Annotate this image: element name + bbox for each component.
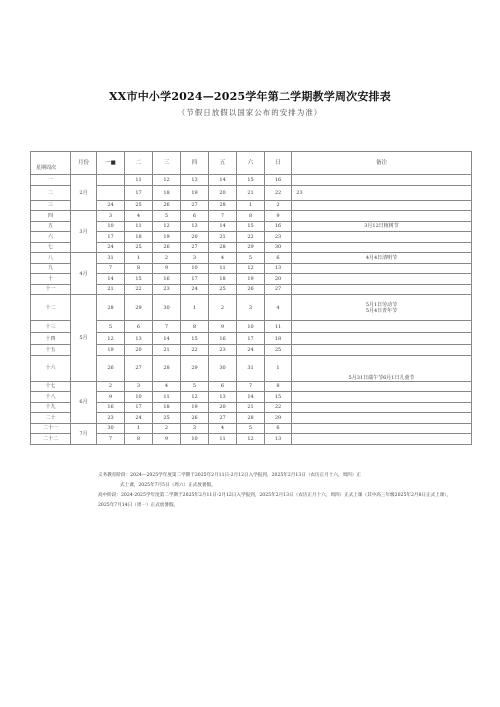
schedule-table xyxy=(30,151,472,445)
week-cell: 十四 xyxy=(31,333,71,345)
day-cell: 8 xyxy=(265,381,292,392)
day-cell: 27 xyxy=(209,413,237,424)
day-cell: 8 xyxy=(181,321,209,333)
day-cell: 9 xyxy=(97,392,125,403)
weekday-header-wed: 三 xyxy=(153,152,181,175)
weekday-header-sun: 日 xyxy=(265,152,292,175)
day-cell: 1 xyxy=(125,253,153,264)
day-cell: 11 xyxy=(209,263,237,274)
weekday-header-sat: 六 xyxy=(237,152,265,175)
day-cell: 7 xyxy=(153,321,181,333)
note-cell xyxy=(292,434,472,445)
table-row xyxy=(31,175,472,186)
note-line: 5月4日青年节 xyxy=(365,307,398,314)
day-cell: 14 xyxy=(209,175,237,186)
table-row xyxy=(31,295,472,321)
footnote-compulsory-cont: 式上课，2025年7月5日（周六）正式放暑假。 xyxy=(120,483,216,488)
day-cell: 24 xyxy=(125,413,153,424)
note-cell xyxy=(292,402,472,413)
month-header: 月份 xyxy=(71,152,97,175)
note-cell xyxy=(292,211,472,222)
day-cell: 31 xyxy=(237,355,265,381)
day-cell: 29 xyxy=(125,295,153,321)
week-cell: 十八 xyxy=(31,392,71,403)
day-cell: 12 xyxy=(97,333,125,345)
day-cell: 24 xyxy=(237,345,265,356)
day-cell: 6 xyxy=(209,381,237,392)
day-cell: 2 xyxy=(97,381,125,392)
day-cell: 25 xyxy=(153,413,181,424)
day-cell: 16 xyxy=(265,221,292,232)
day-cell: 18 xyxy=(265,333,292,345)
day-cell: 1 xyxy=(125,423,153,434)
day-cell: 8 xyxy=(237,211,265,222)
day-cell: 20 xyxy=(265,274,292,285)
day-cell: 18 xyxy=(153,402,181,413)
note-cell xyxy=(292,284,472,295)
day-cell: 12 xyxy=(237,263,265,274)
day-cell: 23 xyxy=(265,232,292,243)
day-cell: 26 xyxy=(97,355,125,381)
day-cell: 7 xyxy=(97,434,125,445)
day-cell: 21 xyxy=(97,284,125,295)
day-cell: 16 xyxy=(153,274,181,285)
table-row xyxy=(31,211,472,222)
day-cell: 24 xyxy=(97,242,125,253)
week-cell: 四 xyxy=(31,211,71,222)
day-cell: 5 xyxy=(153,211,181,222)
day-cell: 6 xyxy=(125,321,153,333)
day-cell: 12 xyxy=(153,175,181,186)
week-cell: 二十二 xyxy=(31,434,71,445)
day-cell: 5 xyxy=(97,321,125,333)
day-cell: 23 xyxy=(153,284,181,295)
day-cell: 27 xyxy=(181,242,209,253)
day-cell: 3 xyxy=(97,211,125,222)
day-cell: 28 xyxy=(97,295,125,321)
day-cell: 5 xyxy=(237,423,265,434)
page-title: XX市中小学2024—2025学年第二学期教学周次安排表 xyxy=(109,90,391,103)
day-cell: 14 xyxy=(97,274,125,285)
day-cell: 21 xyxy=(209,232,237,243)
note-cell xyxy=(292,345,472,356)
note-cell xyxy=(292,381,472,392)
day-cell: 30 xyxy=(153,295,181,321)
day-cell: 15 xyxy=(265,392,292,403)
note-cell xyxy=(292,185,472,200)
table-row xyxy=(31,284,472,295)
note-cell xyxy=(292,392,472,403)
week-cell: 六 xyxy=(31,232,71,243)
day-cell: 28 xyxy=(209,200,237,211)
day-cell: 30 xyxy=(265,242,292,253)
table-row xyxy=(31,274,472,285)
stray-day-text: 23 xyxy=(296,189,303,196)
day-cell: 9 xyxy=(209,321,237,333)
day-cell: 20 xyxy=(181,232,209,243)
day-cell: 27 xyxy=(125,355,153,381)
day-cell: 21 xyxy=(153,345,181,356)
week-cell: 十六 xyxy=(31,355,71,381)
table-row xyxy=(31,392,472,403)
day-cell: 3 xyxy=(181,253,209,264)
day-cell: 2 xyxy=(265,200,292,211)
day-cell: 21 xyxy=(237,402,265,413)
note-cell: 3月12日植树节 xyxy=(292,221,472,232)
day-cell: 22 xyxy=(265,402,292,413)
day-cell: 5 xyxy=(237,253,265,264)
table-row xyxy=(31,242,472,253)
day-cell: 17 xyxy=(125,185,153,200)
day-cell: 9 xyxy=(153,263,181,274)
day-cell: 20 xyxy=(209,402,237,413)
note-cell xyxy=(292,423,472,434)
day-cell: 4 xyxy=(265,295,292,321)
day-cell: 1 xyxy=(265,355,292,381)
day-cell: 6 xyxy=(181,211,209,222)
table-row xyxy=(31,185,472,200)
day-cell: 19 xyxy=(181,402,209,413)
day-cell: 19 xyxy=(181,185,209,200)
note-cell xyxy=(292,242,472,253)
day-cell: 26 xyxy=(237,284,265,295)
day-cell: 25 xyxy=(265,345,292,356)
day-cell: 18 xyxy=(209,274,237,285)
table-row xyxy=(31,381,472,392)
note-cell: 5月31日端午节6月1日儿童节 xyxy=(292,355,472,381)
table-row xyxy=(31,200,472,211)
day-cell: 12 xyxy=(237,434,265,445)
week-cell: 五 xyxy=(31,221,71,232)
day-cell: 12 xyxy=(153,221,181,232)
day-cell: 13 xyxy=(181,175,209,186)
day-cell: 7 xyxy=(209,211,237,222)
day-cell: 5 xyxy=(181,381,209,392)
day-cell: 10 xyxy=(237,321,265,333)
day-cell: 24 xyxy=(181,284,209,295)
day-cell: 31 xyxy=(97,253,125,264)
day-cell: 2 xyxy=(153,253,181,264)
day-cell: 6 xyxy=(265,253,292,264)
day-cell: 4 xyxy=(153,381,181,392)
note-cell xyxy=(292,263,472,274)
day-cell: 15 xyxy=(237,175,265,186)
week-header-label: 星期周次 xyxy=(36,165,57,171)
day-cell: 1 xyxy=(181,295,209,321)
day-cell: 4 xyxy=(125,211,153,222)
day-cell: 13 xyxy=(265,434,292,445)
note-cell: 4月4日清明节 xyxy=(292,253,472,264)
table-row xyxy=(31,355,472,381)
week-cell: 九 xyxy=(31,263,71,274)
note-cell xyxy=(292,321,472,333)
day-cell: 28 xyxy=(209,242,237,253)
week-cell: 十 xyxy=(31,274,71,285)
table-row xyxy=(31,253,472,264)
day-cell: 3 xyxy=(125,381,153,392)
table-row xyxy=(31,413,472,424)
day-cell: 3 xyxy=(181,423,209,434)
day-cell xyxy=(97,185,125,200)
table-row xyxy=(31,402,472,413)
day-cell: 17 xyxy=(181,274,209,285)
table-row xyxy=(31,423,472,434)
week-cell: 七 xyxy=(31,242,71,253)
week-cell: 三 xyxy=(31,200,71,211)
day-cell: 21 xyxy=(237,185,265,200)
day-cell: 29 xyxy=(237,242,265,253)
day-cell: 8 xyxy=(125,434,153,445)
day-cell: 16 xyxy=(97,402,125,413)
day-cell: 15 xyxy=(237,221,265,232)
note-cell xyxy=(292,274,472,285)
note-header: 备注 xyxy=(292,152,472,175)
day-cell: 25 xyxy=(125,200,153,211)
day-cell: 23 xyxy=(209,345,237,356)
note-line: 5月1日劳动节 xyxy=(365,301,398,308)
week-cell: 八 xyxy=(31,253,71,264)
week-header-cell xyxy=(31,152,71,175)
day-cell: 16 xyxy=(265,175,292,186)
day-cell: 17 xyxy=(125,402,153,413)
day-cell: 12 xyxy=(181,392,209,403)
note-cell xyxy=(292,413,472,424)
footnote-compulsory: 义务教育阶段：2024—2025学年度第二学期于2025年2月11日-2月12日入学报到，2025年2月13日（农历正月十六，周四）正 xyxy=(98,473,361,478)
day-cell: 26 xyxy=(153,200,181,211)
day-cell: 15 xyxy=(125,274,153,285)
day-cell: 3 xyxy=(237,295,265,321)
footnotes xyxy=(98,471,458,511)
day-cell: 17 xyxy=(237,333,265,345)
day-cell: 16 xyxy=(209,333,237,345)
week-cell: 十七 xyxy=(31,381,71,392)
day-cell: 27 xyxy=(181,200,209,211)
day-cell: 25 xyxy=(125,242,153,253)
week-cell: 十二 xyxy=(31,295,71,321)
month-cell: 4月 xyxy=(71,253,97,295)
day-cell: 10 xyxy=(125,392,153,403)
day-cell: 2 xyxy=(209,295,237,321)
week-cell: 十一 xyxy=(31,284,71,295)
day-cell: 28 xyxy=(153,355,181,381)
day-cell: 30 xyxy=(97,423,125,434)
day-cell: 10 xyxy=(181,263,209,274)
day-cell: 13 xyxy=(181,221,209,232)
day-cell: 20 xyxy=(125,345,153,356)
week-cell: 二十 xyxy=(31,413,71,424)
week-cell: 二 xyxy=(31,185,71,200)
page-subtitle: （节假日放假以国家公布的安排为准） xyxy=(177,108,323,117)
day-cell: 24 xyxy=(97,200,125,211)
table-row xyxy=(31,345,472,356)
week-cell: 二十一 xyxy=(31,423,71,434)
week-cell: 十九 xyxy=(31,402,71,413)
weekday-header-fri: 五 xyxy=(209,152,237,175)
day-cell: 25 xyxy=(209,284,237,295)
weekday-header-tue: 二 xyxy=(125,152,153,175)
day-cell: 15 xyxy=(181,333,209,345)
day-cell: 13 xyxy=(209,392,237,403)
table-header-row xyxy=(31,152,472,175)
day-cell: 20 xyxy=(209,185,237,200)
day-cell: 9 xyxy=(265,211,292,222)
day-cell: 22 xyxy=(125,284,153,295)
day-cell: 19 xyxy=(153,232,181,243)
day-cell: 11 xyxy=(265,321,292,333)
day-cell: 28 xyxy=(237,413,265,424)
day-cell: 8 xyxy=(125,263,153,274)
day-cell: 29 xyxy=(181,355,209,381)
day-cell: 10 xyxy=(181,434,209,445)
day-cell: 22 xyxy=(181,345,209,356)
month-cell: 7月 xyxy=(71,423,97,444)
week-cell: 十三 xyxy=(31,321,71,333)
footnote-highschool: 高中阶段：2024-2025学年度第二学期于2025年2月11日-2月12日入学报到，2025年2月13日（农历正月十六，周四）正式上课（其中高三年级2025年2月8日正式上课），2025年7月14日（周一）正式放暑假。 xyxy=(98,493,452,508)
day-cell: 22 xyxy=(265,185,292,200)
day-cell: 19 xyxy=(237,274,265,285)
week-cell: 一 xyxy=(31,175,71,186)
day-cell: 23 xyxy=(97,413,125,424)
month-cell: 5月 xyxy=(71,295,97,382)
month-cell: 3月 xyxy=(71,211,97,253)
month-cell: 6月 xyxy=(71,381,97,423)
weekday-header-thu: 四 xyxy=(181,152,209,175)
day-cell: 11 xyxy=(209,434,237,445)
day-cell: 29 xyxy=(265,413,292,424)
day-cell: 30 xyxy=(209,355,237,381)
day-cell: 19 xyxy=(97,345,125,356)
note-cell xyxy=(292,200,472,211)
weekday-header-mon: 一■ xyxy=(97,152,125,175)
day-cell: 1 xyxy=(237,200,265,211)
note-cell xyxy=(292,333,472,345)
table-row xyxy=(31,232,472,243)
day-cell: 11 xyxy=(125,221,153,232)
day-cell: 11 xyxy=(125,175,153,186)
note-cell xyxy=(292,175,472,186)
month-cell: 2月 xyxy=(71,175,97,211)
note-cell xyxy=(292,295,472,321)
day-cell: 18 xyxy=(153,185,181,200)
table-row xyxy=(31,434,472,445)
day-cell: 11 xyxy=(153,392,181,403)
day-cell: 4 xyxy=(209,253,237,264)
day-cell: 26 xyxy=(181,413,209,424)
day-cell: 4 xyxy=(209,423,237,434)
day-cell: 22 xyxy=(237,232,265,243)
note-cell xyxy=(292,232,472,243)
week-cell: 十五 xyxy=(31,345,71,356)
day-cell: 10 xyxy=(97,221,125,232)
day-cell: 17 xyxy=(97,232,125,243)
day-cell: 2 xyxy=(153,423,181,434)
day-cell: 18 xyxy=(125,232,153,243)
day-cell: 26 xyxy=(153,242,181,253)
table-row xyxy=(31,263,472,274)
day-cell: 14 xyxy=(237,392,265,403)
day-cell xyxy=(97,175,125,186)
day-cell: 14 xyxy=(209,221,237,232)
day-cell: 9 xyxy=(153,434,181,445)
table-row xyxy=(31,321,472,333)
table-row xyxy=(31,333,472,345)
day-cell: 13 xyxy=(265,263,292,274)
day-cell: 13 xyxy=(125,333,153,345)
day-cell: 7 xyxy=(97,263,125,274)
table-row xyxy=(31,221,472,232)
day-cell: 14 xyxy=(153,333,181,345)
day-cell: 7 xyxy=(237,381,265,392)
day-cell: 27 xyxy=(265,284,292,295)
day-cell: 6 xyxy=(265,423,292,434)
